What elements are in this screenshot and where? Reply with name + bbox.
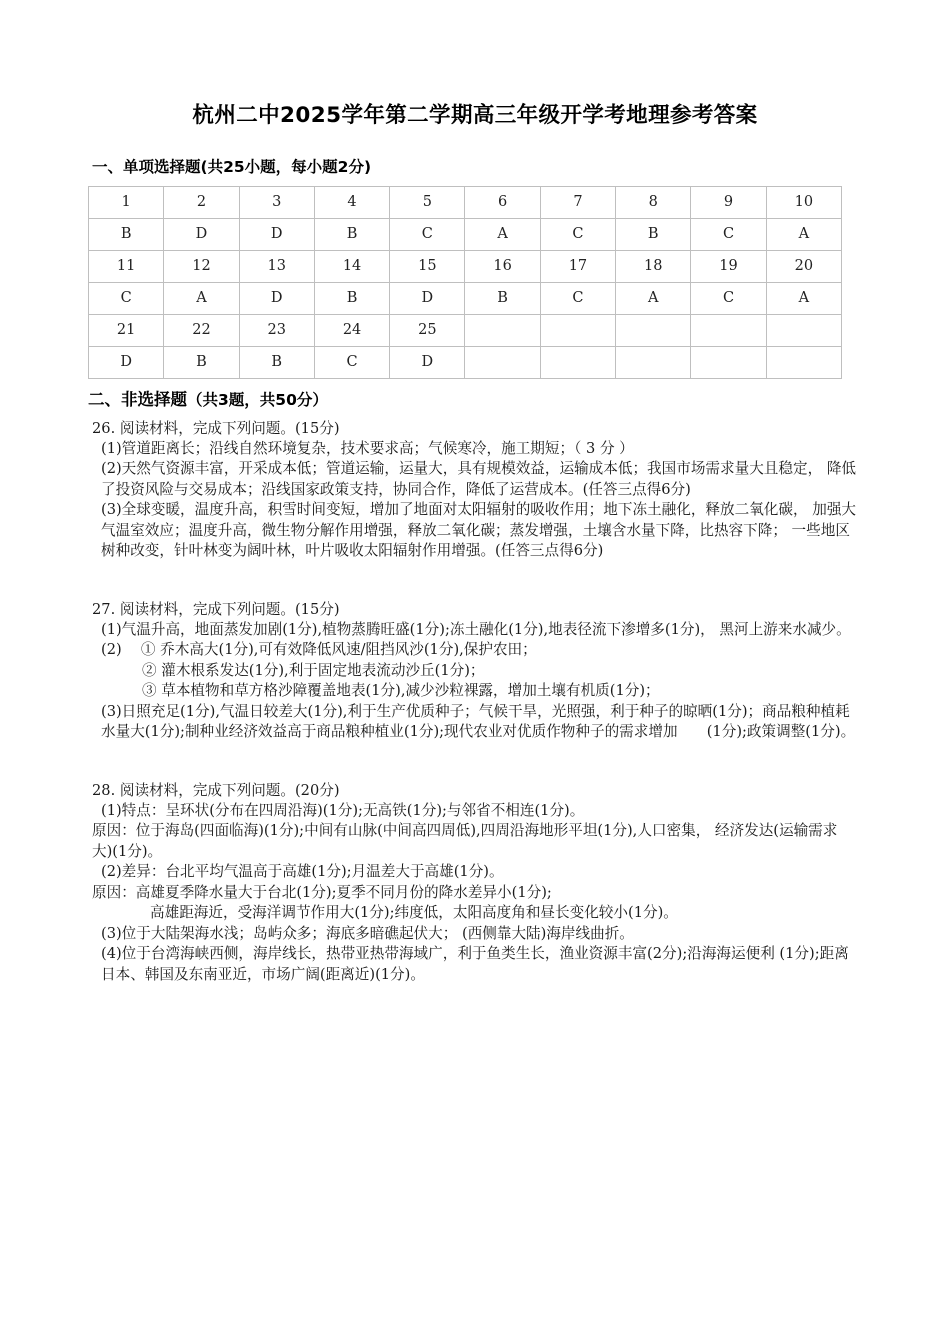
answer-cell: C [89,282,164,314]
answer-paragraph: (2) ① 乔木高大(1分),可有效降低风速/阻挡风沙(1分),保护农田； [101,641,537,659]
table-row [89,346,842,378]
section-heading-multiple-choice [92,155,950,177]
question-number-cell: 22 [164,314,239,346]
answer-paragraph: (2)天然气资源丰富，开采成本低；管道运输，运量大，具有规模效益，运输成本低；我国市场需求量大且稳定， 降低了投资风险与交易成本；沿线国家政策支持，协同合作，降低了运营成本。(任答三点得6分) [101,460,857,498]
question-spacer [92,562,857,596]
question-number-cell: 8 [616,186,691,218]
answer-cell: A [766,218,841,250]
answer-cell: B [616,218,691,250]
question-number-cell: 16 [465,250,540,282]
section-heading-suffix: (共25小题，每小题2分) [200,157,372,176]
section-heading-free-response [88,386,950,410]
answer-paragraph: (4)位于台湾海峡西侧，海岸线长，热带亚热带海域广，利于鱼类生长，渔业资源丰富(2分);沿海海运便利 (1分);距离日本、韩国及东南亚近，市场广阔(距离近)(1分)。 [101,945,849,983]
answer-key-table [88,186,842,379]
table-row [89,186,842,218]
question-number-cell: 11 [89,250,164,282]
answer-paragraph: (1)气温升高，地面蒸发加剧(1分),植物蒸腾旺盛(1分);冻土融化(1分),地表径流下渗增多(1分)， 黑河上游来水减少。 [101,620,851,638]
answer-paragraph: 原因：高雄夏季降水量大于台北(1分);夏季不同月份的降水差异小(1分); [92,883,552,901]
answer-cell: C [691,282,766,314]
answer-cell: B [164,346,239,378]
question-number-cell: 19 [691,250,766,282]
question-spacer [92,410,857,415]
answer-cell [540,346,615,378]
question-number-cell [540,314,615,346]
question-number-cell: 25 [390,314,465,346]
section2-heading-prefix: 二、非选择题 [88,389,187,409]
question-number-cell: 17 [540,250,615,282]
question-number-cell: 10 [766,186,841,218]
question-number-cell [766,314,841,346]
question-number-cell: 5 [390,186,465,218]
table-row [89,218,842,250]
section-heading-prefix: 一、单项选择题 [92,157,201,176]
answer-paragraph: (1)特点：呈环状(分布在四周沿海)(1分);无高铁(1分);与邻省不相连(1分)。 [101,801,585,819]
section2-heading-suffix: （共3题，共50分） [187,390,328,409]
answer-cell: D [164,218,239,250]
question-heading: 27. 阅读材料，完成下列问题。(15分) [92,600,340,618]
question-heading: 28. 阅读材料，完成下列问题。(20分) [92,781,340,799]
table-row [89,250,842,282]
answer-paragraph: 高雄距海近，受海洋调节作用大(1分);纬度低，太阳高度角和昼长变化较小(1分)。 [150,904,678,922]
answer-paragraph: (3)位于大陆架海水浅；岛屿众多；海底多暗礁起伏大； (西侧靠大陆)海岸线曲折。 [101,924,634,942]
answer-key-body [89,186,842,378]
question-number-cell: 23 [239,314,314,346]
question-number-cell: 24 [314,314,389,346]
answer-cell: C [691,218,766,250]
answer-paragraph: (2)差异：台北平均气温高于高雄(1分);月温差大于高雄(1分)。 [101,863,504,881]
answer-cell: D [390,282,465,314]
question-heading: 26. 阅读材料，完成下列问题。(15分) [92,419,340,437]
answer-paragraph: ② 灌木根系发达(1分),利于固定地表流动沙丘(1分)； [142,661,485,679]
question-number-cell: 14 [314,250,389,282]
answer-cell: B [239,346,314,378]
question-number-cell: 13 [239,250,314,282]
answer-cell: A [616,282,691,314]
question-number-cell [691,314,766,346]
answer-cell: B [89,218,164,250]
answer-cell: A [766,282,841,314]
answer-cell [465,346,540,378]
answer-cell: D [390,346,465,378]
table-row [89,282,842,314]
question-number-cell [465,314,540,346]
answer-cell [766,346,841,378]
answer-cell: B [465,282,540,314]
question-number-cell: 6 [465,186,540,218]
question-number-cell: 3 [239,186,314,218]
answer-cell: C [540,218,615,250]
page-title: 杭州二中2025学年第二学期高三年级开学考地理参考答案 [192,103,758,128]
answer-cell: D [239,218,314,250]
question-spacer [92,743,857,777]
question-number-cell: 21 [89,314,164,346]
answer-cell: D [239,282,314,314]
question-number-cell: 2 [164,186,239,218]
answer-cell [691,346,766,378]
answer-cell: C [540,282,615,314]
answer-cell: A [164,282,239,314]
answer-cell: B [314,282,389,314]
answer-cell: C [314,346,389,378]
free-response-answers [92,410,857,986]
answer-cell: D [89,346,164,378]
answer-paragraph: 原因：位于海岛(四面临海)(1分);中间有山脉(中间高四周低),四周沿海地形平坦(1分),人口密集， 经济发达(运输需求大)(1分)。 [92,822,838,860]
answer-cell: B [314,218,389,250]
question-number-cell: 4 [314,186,389,218]
table-row [89,314,842,346]
answer-cell: A [465,218,540,250]
question-number-cell: 18 [616,250,691,282]
question-number-cell: 1 [89,186,164,218]
question-number-cell: 12 [164,250,239,282]
answer-paragraph: (1)管道距离长；沿线自然环境复杂，技术要求高；气候寒冷，施工期短；（ 3 分 ） [101,439,634,457]
answer-paragraph: (3)日照充足(1分),气温日较差大(1分),利于生产优质种子；气候干旱，光照强，利于种子的晾晒(1分)；商品粮种植耗水量大(1分);制种业经济效益高于商品粮种植业(1分);现代农业对优质作物种子的需求增加 (1分);政策调整(1分)。 [101,702,856,741]
question-number-cell: 7 [540,186,615,218]
answer-cell [616,346,691,378]
question-number-cell: 9 [691,186,766,218]
answer-cell: C [390,218,465,250]
answer-paragraph: ③ 草本植物和草方格沙障覆盖地表(1分),减少沙粒裸露，增加土壤有机质(1分)； [142,682,660,700]
answer-paragraph: (3)全球变暖，温度升高，积雪时间变短，增加了地面对太阳辐射的吸收作用；地下冻土融化，释放二氧化碳， 加强大气温室效应；温度升高，微生物分解作用增强，释放二氧化碳；蒸发增强，土壤含水量下降，比热容下降； 一些地区树种改变，针叶林变为阔叶林，叶片吸收太阳辐射作用增强。(任答三点得6分) [101,501,857,560]
question-number-cell: 20 [766,250,841,282]
question-number-cell [616,314,691,346]
question-number-cell: 15 [390,250,465,282]
